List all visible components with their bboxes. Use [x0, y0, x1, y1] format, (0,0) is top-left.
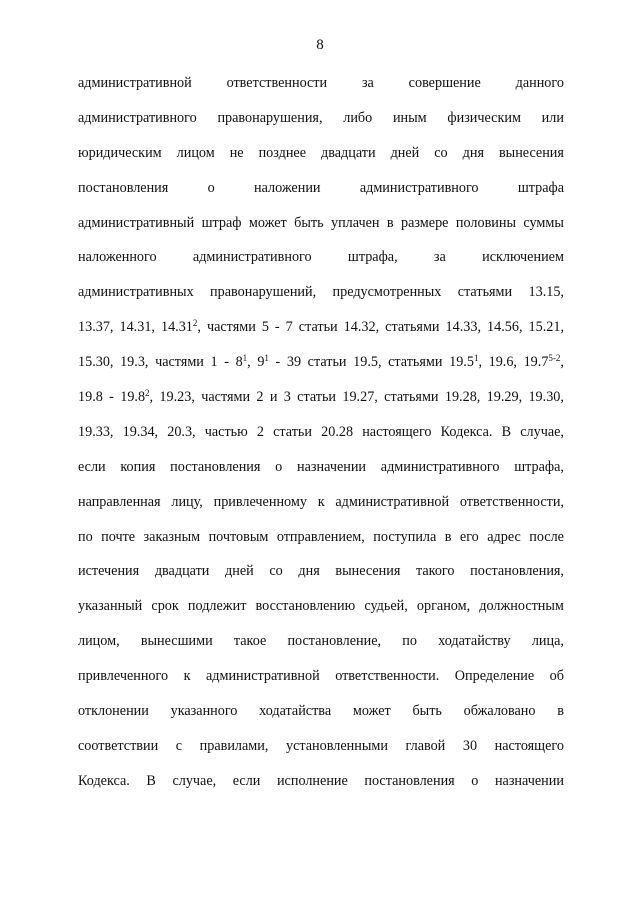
- word: поступила: [373, 528, 437, 545]
- word: за: [433, 249, 446, 266]
- word: установленными: [286, 737, 388, 754]
- word: 2: [256, 423, 264, 440]
- word: главой: [405, 737, 446, 754]
- word: В: [501, 423, 512, 440]
- word: судьей,: [364, 598, 408, 615]
- word: 19.28,: [444, 389, 481, 406]
- word: 39: [286, 354, 302, 371]
- word: штраф: [201, 214, 242, 231]
- word: 19.29,: [486, 389, 523, 406]
- word: назначении: [297, 458, 367, 475]
- word: правилами,: [199, 737, 269, 754]
- word: случае,: [520, 423, 564, 440]
- word: Кодекса.: [440, 423, 493, 440]
- text-line: [78, 737, 564, 772]
- word: 15.30,: [78, 354, 114, 371]
- word: с: [175, 737, 183, 754]
- word: не: [229, 144, 244, 161]
- word: его: [459, 528, 479, 545]
- text-line: [78, 353, 564, 388]
- word: -: [275, 354, 281, 371]
- word: если: [232, 772, 261, 789]
- word: постановления: [170, 458, 261, 475]
- text-line: [78, 632, 564, 667]
- word: соответствии: [78, 737, 159, 754]
- word: быть: [294, 214, 324, 231]
- word: статьи: [297, 389, 337, 406]
- word: 19.5$^1$,: [449, 353, 482, 371]
- word: двадцати: [154, 563, 210, 580]
- word: о: [275, 458, 283, 475]
- text-line: [78, 248, 564, 283]
- word: суммы: [523, 214, 564, 231]
- word: 3: [283, 389, 291, 406]
- word: органом,: [416, 598, 471, 615]
- text-line: [78, 772, 564, 807]
- word: лицу,: [171, 493, 203, 510]
- word: половины: [455, 214, 516, 231]
- word: 20.28: [321, 423, 354, 440]
- word: настоящего: [362, 423, 432, 440]
- word: юридическим: [78, 144, 162, 161]
- word: административных: [78, 284, 194, 301]
- word: дней: [390, 144, 420, 161]
- word: копия: [120, 458, 156, 475]
- word: статьи: [307, 354, 347, 371]
- word: указанного: [170, 703, 238, 720]
- word: вынесшими: [140, 633, 213, 650]
- word: срок: [151, 598, 179, 615]
- word: исключением: [482, 249, 564, 266]
- word: иным: [392, 109, 427, 126]
- word: должностным: [479, 598, 564, 615]
- word: после: [529, 528, 564, 545]
- word: штрафа: [517, 179, 564, 196]
- body-text: [78, 74, 564, 807]
- word: вынесения: [335, 563, 401, 580]
- word: частями: [201, 389, 251, 406]
- text-line: [78, 667, 564, 702]
- word: назначении: [494, 772, 564, 789]
- word: постановления: [78, 179, 169, 196]
- word: настоящего: [494, 737, 564, 754]
- word: привлеченного: [78, 668, 169, 685]
- word: штрафа,: [514, 458, 564, 475]
- text-line: [78, 597, 564, 632]
- word: размере: [401, 214, 449, 231]
- text-line: [78, 702, 564, 737]
- text-line: [78, 74, 564, 109]
- text-line: [78, 179, 564, 214]
- text-line: [78, 318, 564, 353]
- text-line: [78, 283, 564, 318]
- word: подлежит: [187, 598, 247, 615]
- text-line: [78, 388, 564, 423]
- word: постановление,: [287, 633, 382, 650]
- word: со: [269, 563, 283, 580]
- word: и: [269, 389, 278, 406]
- word: в: [557, 703, 564, 720]
- word: совершение: [408, 75, 481, 91]
- word: 2: [256, 389, 264, 406]
- word: 19.3,: [120, 354, 149, 371]
- word: об: [549, 668, 564, 685]
- word: восстановлению: [255, 598, 356, 615]
- word: частями: [206, 319, 256, 336]
- word: позднее: [258, 144, 307, 161]
- word: 19.5,: [353, 354, 382, 371]
- word: административного: [359, 179, 479, 196]
- word: административной: [335, 493, 450, 510]
- word: обжаловано: [463, 703, 536, 720]
- word: 7: [285, 319, 293, 336]
- word: наложенного: [78, 249, 157, 266]
- word: по: [78, 528, 93, 545]
- word: привлеченному: [213, 493, 307, 510]
- word: 14.31$^2$,: [160, 318, 201, 336]
- word: ответственности: [226, 75, 328, 91]
- word: быть: [412, 703, 442, 720]
- word: -: [109, 389, 114, 406]
- word: 19.34,: [122, 423, 159, 440]
- word: исполнение: [276, 772, 348, 789]
- word: предусмотренных: [332, 284, 442, 301]
- word: отклонении: [78, 703, 149, 720]
- word: 15.21,: [528, 319, 564, 336]
- text-line: [78, 493, 564, 528]
- word: В: [146, 772, 156, 789]
- word: если: [78, 458, 106, 475]
- word: статьями: [457, 284, 513, 301]
- word: двадцати: [321, 144, 376, 161]
- word: или: [541, 109, 564, 126]
- word: 19.27,: [342, 389, 378, 406]
- word: правонарушений,: [210, 284, 317, 301]
- word: данного: [515, 75, 564, 91]
- word: к: [317, 493, 325, 510]
- word: Кодекса.: [78, 772, 130, 789]
- word: статьи: [273, 423, 312, 440]
- word: дней: [225, 563, 254, 580]
- word: заказным: [143, 528, 201, 545]
- word: правонарушения,: [217, 109, 323, 126]
- text-line: [78, 562, 564, 597]
- word: постановления: [364, 772, 455, 789]
- word: со: [434, 144, 448, 161]
- page-number: 8: [316, 37, 324, 53]
- word: штрафа,: [347, 249, 398, 266]
- word: к: [183, 668, 191, 685]
- word: может: [248, 214, 287, 231]
- word: случае,: [172, 772, 217, 789]
- word: административной: [205, 668, 320, 685]
- text-line: [78, 458, 564, 493]
- word: постановления,: [470, 563, 564, 580]
- word: административной: [78, 75, 192, 91]
- word: 19.6,: [488, 354, 517, 371]
- word: 30: [462, 737, 478, 754]
- word: 14.32,: [343, 319, 380, 336]
- word: 13.37,: [78, 319, 114, 336]
- word: 14.31,: [119, 319, 155, 336]
- word: ходатайству: [438, 633, 511, 650]
- word: о: [207, 179, 215, 196]
- word: вынесения: [498, 144, 564, 161]
- word: истечения: [78, 563, 140, 580]
- word: 20.3,: [167, 423, 196, 440]
- word: отправлением,: [276, 528, 365, 545]
- word: в: [386, 214, 394, 231]
- text-line: [78, 214, 564, 249]
- text-line: [78, 144, 564, 179]
- word: 14.33,: [445, 319, 482, 336]
- word: $8^1$,: [235, 353, 251, 371]
- word: ходатайства: [259, 703, 332, 720]
- word: административного: [78, 109, 197, 126]
- word: адрес: [487, 528, 521, 545]
- word: ответственности,: [459, 493, 564, 510]
- word: административного: [192, 249, 312, 266]
- word: 1: [210, 354, 218, 371]
- word: 19.7$^{5-2}$,: [523, 353, 564, 371]
- word: указанный: [78, 598, 143, 615]
- word: частью: [204, 423, 248, 440]
- word: лицом: [176, 144, 215, 161]
- word: статьями: [388, 354, 443, 371]
- word: 13.15,: [528, 284, 564, 301]
- word: 14.56,: [487, 319, 523, 336]
- word: может: [352, 703, 391, 720]
- word: -: [224, 354, 229, 371]
- word: $9^1$: [257, 353, 269, 371]
- word: такое: [233, 633, 267, 650]
- word: дня: [298, 563, 320, 580]
- word: 19.23,: [159, 389, 195, 406]
- word: 19.33,: [78, 423, 114, 440]
- word: в: [444, 528, 452, 545]
- word: лица,: [531, 633, 564, 650]
- word: 19.8: [78, 389, 103, 406]
- word: за: [361, 75, 374, 91]
- word: либо: [343, 109, 373, 126]
- word: Определение: [454, 668, 535, 685]
- word: наложении: [253, 179, 321, 196]
- word: административный: [78, 214, 195, 231]
- text-line: [78, 423, 564, 458]
- word: уплачен: [330, 214, 380, 231]
- text-line: [78, 528, 564, 563]
- word: дня: [462, 144, 484, 161]
- text-line: [78, 109, 564, 144]
- word: 19.30,: [528, 389, 564, 406]
- word: лицом,: [78, 633, 120, 650]
- word: статьями: [385, 319, 440, 336]
- word: такого: [416, 563, 455, 580]
- word: почте: [101, 528, 136, 545]
- word: -: [274, 319, 280, 336]
- word: 19.8$^2$,: [120, 388, 154, 406]
- word: ответственности.: [335, 668, 440, 685]
- word: почтовым: [208, 528, 269, 545]
- word: о: [471, 772, 479, 789]
- word: частями: [155, 354, 204, 371]
- word: административного: [380, 458, 500, 475]
- word: направленная: [78, 493, 161, 510]
- word: 5: [261, 319, 269, 336]
- word: по: [402, 633, 417, 650]
- word: статьями: [384, 389, 439, 406]
- word: статьи: [298, 319, 338, 336]
- word: физическим: [447, 109, 521, 126]
